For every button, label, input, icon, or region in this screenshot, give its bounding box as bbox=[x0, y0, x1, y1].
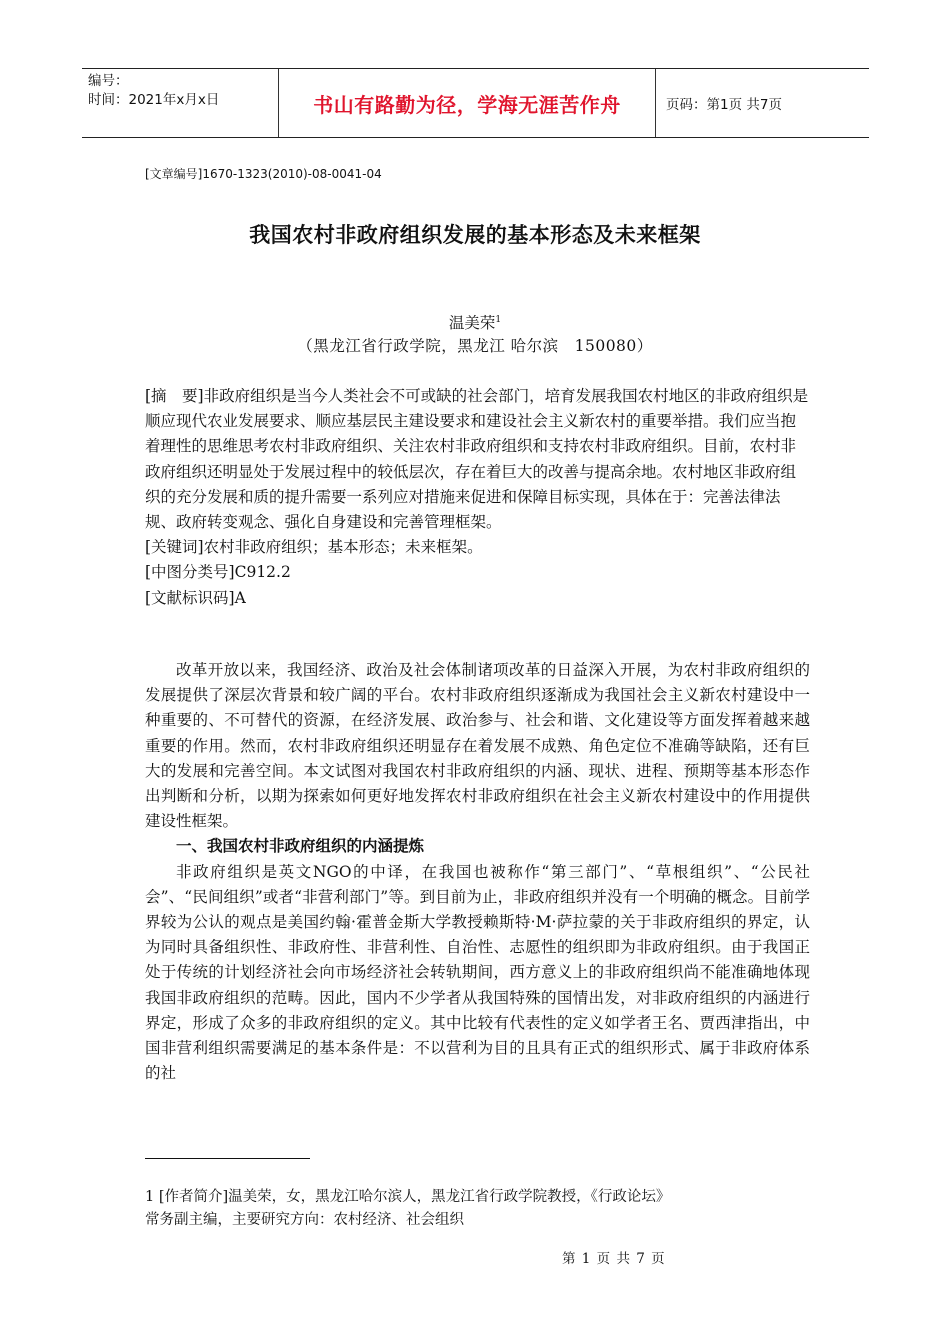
page-header bbox=[82, 68, 869, 138]
footnote-line-1: 1 [作者简介]温美荣，女，黑龙江哈尔滨人，黑龙江省行政学院教授，《行政论坛》 bbox=[145, 1189, 671, 1205]
author-name: 温美荣 bbox=[448, 314, 496, 332]
classification-number: [中图分类号]C912.2 bbox=[145, 563, 291, 582]
section-paragraph: 非政府组织是英文NGO的中译，在我国也被称作“第三部门”、“草根组织”、“公民社会”、“民间组织”或者“非营利部门”等。到目前为止，非政府组织并没有一个明确的概念。目前学界较为公认的观点是美国约翰·霍普金斯大学教授赖斯特·M·萨拉蒙的关于非政府组织的界定，认为同时具备组织性、非政府性、非营利性、自治性、志愿性的组织即为非政府组织。由于我国正处于传统的计划经济社会向市场经济社会转轨期间，西方意义上的非政府组织尚不能准确地体现我国非政府组织的范畴。因此，国内不少学者从我国特殊的国情出发，对非政府组织的内涵进行界定，形成了众多的非政府组织的定义。其中比较有代表性的定义如学者王名、贾西津指出，中国非营利组织需要满足的基本条件是：不以营利为目的且具有正式的组织形式、属于非政府体系的社 bbox=[145, 862, 810, 1083]
footnote-line-2: 常务副主编，主要研究方向：农村经济、社会组织 bbox=[145, 1212, 464, 1228]
keywords: [关键词]农村非政府组织；基本形态；未来框架。 bbox=[145, 538, 483, 557]
author-affiliation: （黑龙江省行政学院，黑龙江 哈尔滨 150080） bbox=[297, 337, 653, 355]
document-code: [文献标识码]A bbox=[145, 588, 246, 607]
header-page-info: 页码：第1页 共7页 bbox=[666, 97, 782, 113]
author-footnote-mark: 1 bbox=[495, 314, 502, 325]
footnote bbox=[145, 1186, 810, 1232]
article-number: [文章编号]1670-1323(2010)-08-0041-04 bbox=[145, 167, 382, 181]
header-motto: 书山有路勤为径，学海无涯苦作舟 bbox=[278, 69, 656, 137]
abstract-text: [摘 要]非政府组织是当今人类社会不可或缺的社会部门，培育发展我国农村地区的非政府组织是顺应现代农业发展要求、顺应基层民主建设要求和建设社会主义新农村的重要举措。我们应当抱着理性的思维思考农村非政府组织、关注农村非政府组织和支持农村非政府组织。目前，农村非政府组织还明显处于发展过程中的较低层次，存在着巨大的改善与提高余地。农村地区非政府组织的充分发展和质的提升需要一系列应对措施来促进和保障目标实现，具体在于：完善法律法规、政府转变观念、强化自身建设和完善管理框架。 bbox=[145, 387, 809, 532]
header-meta bbox=[82, 69, 278, 137]
article-body bbox=[145, 658, 810, 1086]
author-line bbox=[0, 311, 950, 333]
article-title: 我国农村非政府组织发展的基本形态及未来框架 bbox=[249, 223, 701, 247]
footnote-separator bbox=[145, 1158, 310, 1159]
abstract-block bbox=[145, 384, 810, 611]
section-heading: 一、我国农村非政府组织的内涵提炼 bbox=[176, 837, 425, 856]
page-number: 第 1 页 共 7 页 bbox=[562, 1251, 666, 1267]
number-label: 编号： bbox=[88, 73, 129, 89]
intro-paragraph: 改革开放以来，我国经济、政治及社会体制诸项改革的日益深入开展，为农村非政府组织的发展提供了深层次背景和较广阔的平台。农村非政府组织逐渐成为我国社会主义新农村建设中一种重要的、不可替代的资源，在经济发展、政治参与、社会和谐、文化建设等方面发挥着越来越重要的作用。然而，农村非政府组织还明显存在着发展不成熟、角色定位不准确等缺陷，还有巨大的发展和完善空间。本文试图对我国农村非政府组织的内涵、现状、进程、预期等基本形态作出判断和分析，以期为探索如何更好地发挥农村非政府组织在社会主义新农村建设中的作用提供建设性框架。 bbox=[145, 661, 810, 831]
date-label: 时间：2021年x月x日 bbox=[88, 92, 220, 108]
